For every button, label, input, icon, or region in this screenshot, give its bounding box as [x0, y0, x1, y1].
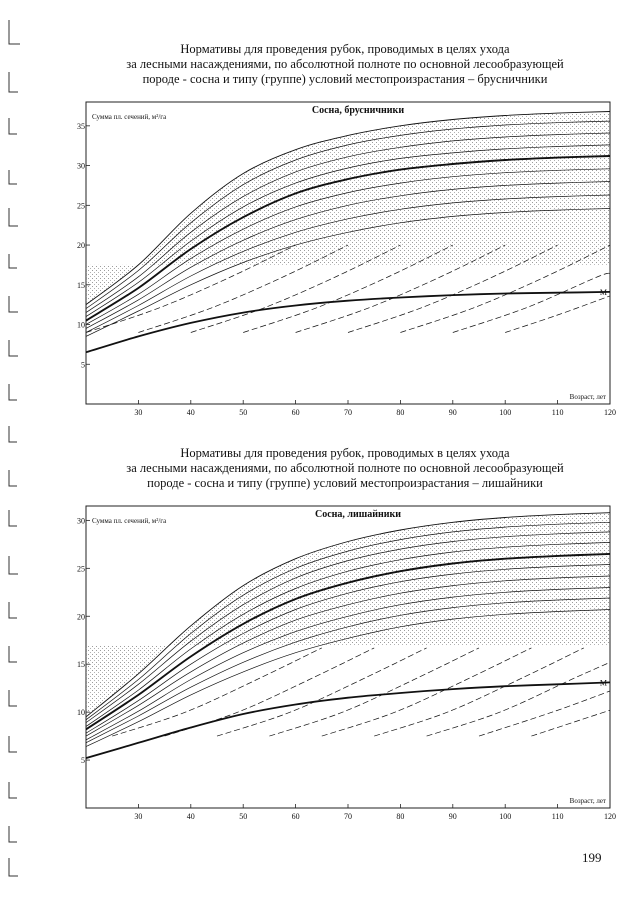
x-axis-label: Возраст, лет: [569, 393, 606, 401]
x-tick-label: 30: [134, 812, 143, 821]
x-tick-label: 30: [134, 408, 143, 417]
y-tick-label: 15: [77, 280, 85, 290]
x-tick-label: 40: [186, 812, 195, 821]
cut-norm-curve: [217, 648, 427, 736]
y-tick-label: 20: [77, 612, 85, 622]
x-tick-label: 110: [551, 812, 564, 821]
x-tick-label: 70: [344, 812, 352, 821]
heading-line: Нормативы для проведения рубок, проводимых в целях ухода: [180, 446, 510, 460]
y-tick-label: 30: [77, 516, 85, 526]
x-tick-label: 90: [448, 408, 457, 417]
y-tick-label: 35: [77, 121, 85, 131]
y-axis-label: Сумма пл. сечений, м²/га: [92, 517, 167, 525]
basal-area-chart-bilberry: [76, 98, 614, 420]
y-tick-label: 5: [81, 360, 85, 370]
cut-norm-curve: [427, 662, 610, 736]
cut-norm-curve: [531, 710, 610, 736]
chart-title: Сосна, лишайники: [314, 509, 402, 520]
y-tick-label: 10: [77, 708, 85, 718]
x-tick-label: 40: [186, 408, 195, 417]
section-heading: [110, 42, 580, 87]
x-tick-label: 90: [448, 812, 457, 821]
cut-norm-curve: [322, 648, 532, 736]
cut-norm-curve: [479, 691, 610, 736]
y-tick-label: 15: [77, 660, 85, 670]
x-tick-label: 50: [239, 812, 248, 821]
minimum-density-curve: [86, 682, 610, 758]
x-tick-label: 110: [551, 408, 564, 417]
min-curve-label: M: [599, 287, 607, 297]
heading-line: за лесными насаждениями, по абсолютной полноте по основной лесообразующей: [126, 461, 564, 475]
y-tick-label: 30: [77, 161, 85, 171]
y-axis-label: Сумма пл. сечений, м²/га: [92, 113, 167, 121]
x-tick-label: 120: [604, 812, 616, 821]
x-tick-label: 100: [499, 812, 512, 821]
y-tick-label: 20: [77, 241, 85, 251]
x-tick-label: 60: [291, 408, 300, 417]
heading-line: породе - сосна и типу (группе) условий местопроизрастания – лишайники: [147, 476, 543, 490]
cut-norm-curve: [505, 296, 610, 333]
heading-line: породе - сосна и типу (группе) условий местопроизрастания – брусничники: [142, 72, 548, 86]
x-tick-label: 80: [396, 408, 405, 417]
x-axis-label: Возраст, лет: [569, 797, 606, 805]
y-tick-label: 5: [81, 756, 85, 766]
y-tick-label: 25: [77, 564, 85, 574]
heading-line: за лесными насаждениями, по абсолютной полноте по основной лесообразующей: [126, 57, 564, 71]
binding-marks: [0, 0, 40, 905]
x-tick-label: 60: [291, 812, 300, 821]
cut-norm-curve: [269, 648, 479, 736]
minimum-density-curve: [86, 292, 610, 352]
basal-area-chart-lichen: [76, 502, 614, 824]
page-number: 199: [582, 850, 602, 865]
section-heading: [110, 446, 580, 491]
x-tick-label: 50: [239, 408, 248, 417]
x-tick-label: 70: [344, 408, 352, 417]
y-tick-label: 25: [77, 201, 85, 211]
x-tick-label: 120: [604, 408, 616, 417]
y-tick-label: 10: [77, 320, 85, 330]
chart-title: Сосна, брусничники: [311, 105, 405, 116]
min-curve-label: M: [599, 678, 607, 688]
x-tick-label: 100: [499, 408, 512, 417]
heading-line: Нормативы для проведения рубок, проводимых в целях ухода: [180, 42, 510, 56]
x-tick-label: 80: [396, 812, 405, 821]
